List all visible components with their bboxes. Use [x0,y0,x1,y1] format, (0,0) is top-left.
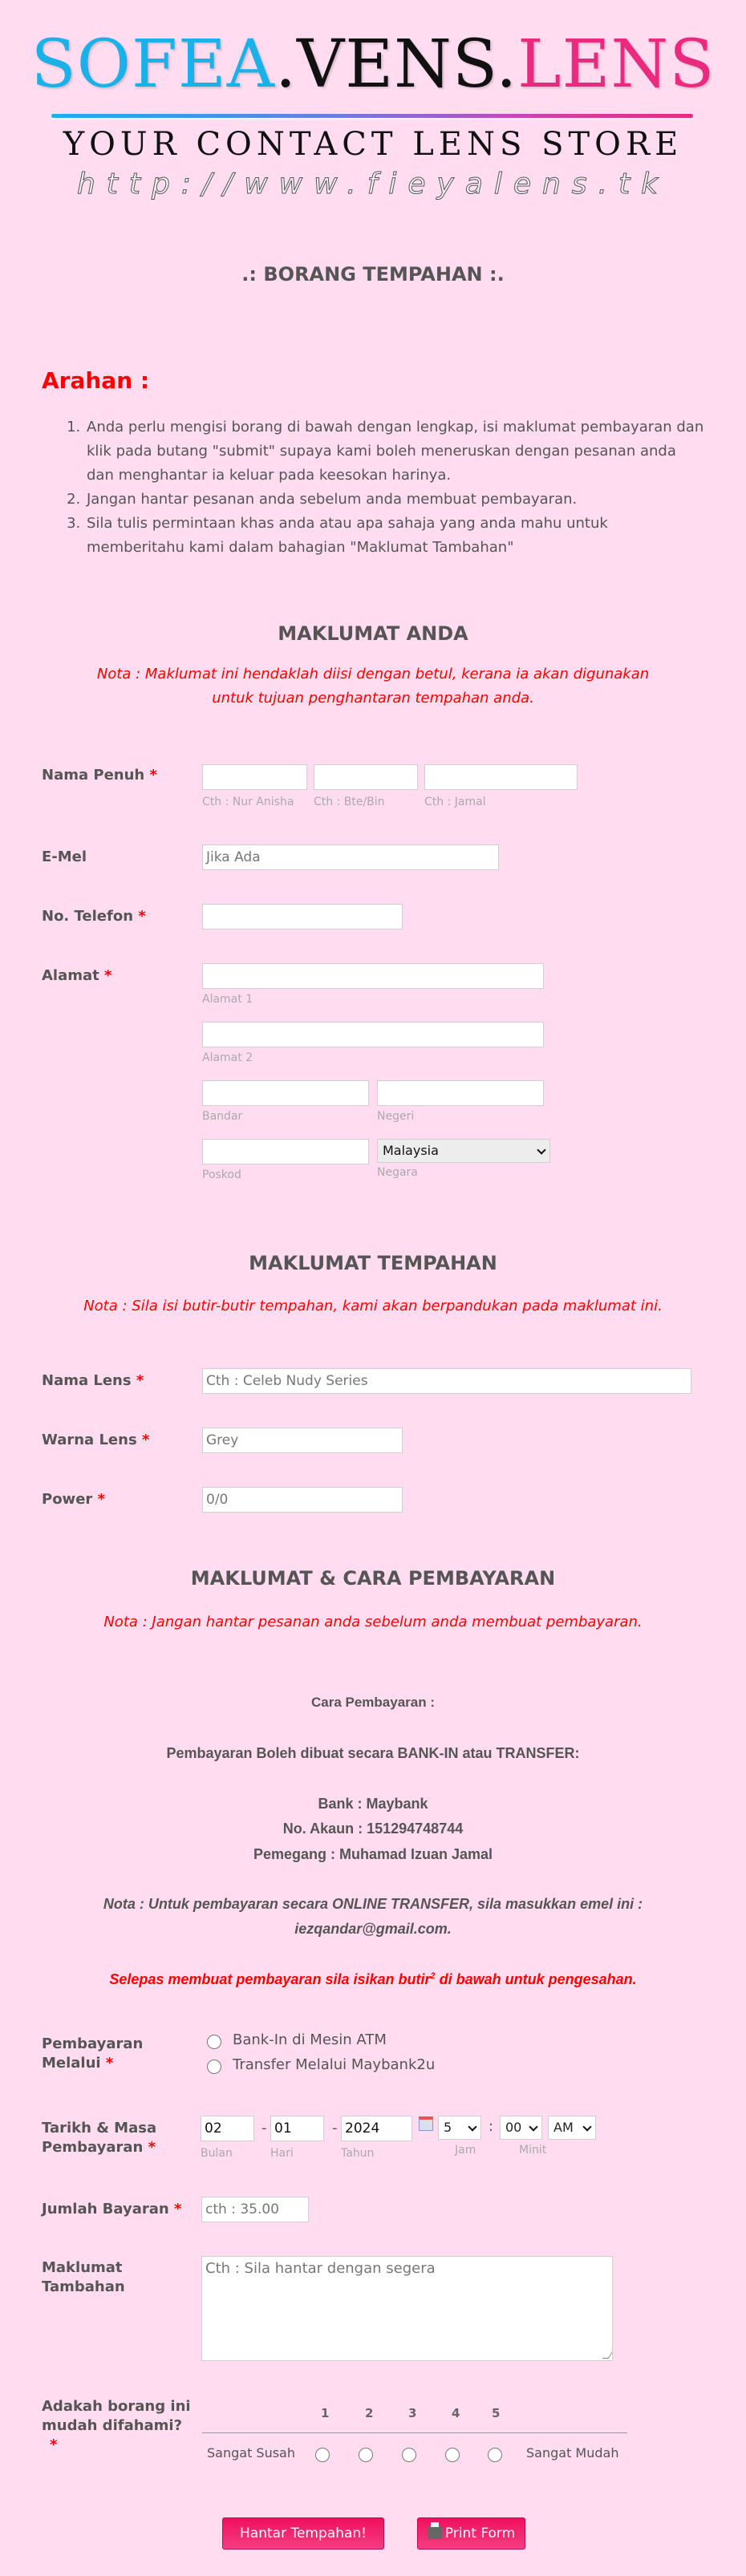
logo-wordmark: SOFEA.VENS.LENS [30,26,716,103]
payment-datetime-label: Tarikh & Masa Pembayaran * [42,2120,157,2156]
instructions-list [64,415,706,560]
address-line1-sublabel: Alamat 1 [202,993,253,1006]
postcode-input[interactable] [202,1139,369,1164]
rating-scale-5: 5 [492,2406,501,2420]
rating-high-label: Sangat Mudah [526,2445,619,2461]
option-bank-in-atm-label[interactable]: Bank-In di Mesin ATM [233,2031,387,2048]
instruction-item: 3. Sila tulis permintaan khas anda atau apa sahaja yang anda mahu untuk memberitahu kami dalam bahagian "Maklumat Tambahan" [85,512,706,560]
logo-url: http://www.fieyalens.tk [76,168,670,200]
extra-info-textarea[interactable]: Cth : Sila hantar dengan segera [201,2256,613,2361]
online-transfer-email: iezqandar@gmail.com. [294,1921,452,1937]
ampm-select[interactable]: AM [548,2116,596,2140]
lens-color-label: Warna Lens * [42,1432,150,1448]
logo-tagline: YOUR CONTACT LENS STORE [63,126,683,163]
power-label: Power * [42,1491,105,1508]
minute-sublabel: Minit [519,2144,547,2157]
account-holder: Pemegang : Muhamad Izuan Jamal [253,1846,493,1862]
country-select[interactable]: Malaysia [377,1139,550,1163]
section-title-personal: MAKLUMAT ANDA [278,622,468,645]
submit-order-button[interactable]: Hantar Tempahan! [222,2517,384,2550]
last-name-input[interactable] [424,764,578,790]
month-sublabel: Bulan [201,2147,233,2160]
instructions-heading: Arahan : [42,367,150,394]
lens-color-input[interactable]: Grey [202,1428,403,1453]
calendar-icon[interactable] [419,2116,433,2131]
rating-scale-2: 2 [365,2406,374,2420]
personal-note: Nota : Maklumat ini hendaklah diisi dengan betul, kerana ia akan digunakan untuk tujuan penghantaran tempahan anda. [96,666,650,707]
day-input[interactable]: 01 [270,2116,324,2141]
first-name-input[interactable] [202,764,307,790]
form-title: .: BORANG TEMPAHAN :. [241,263,505,286]
address-line1-input[interactable] [202,963,544,989]
bank-name: Bank : Maybank [318,1796,428,1812]
email-input[interactable]: Jika Ada [202,844,499,870]
middle-name-input[interactable] [314,764,418,790]
radio-maybank2u[interactable] [207,2060,221,2074]
lens-name-input[interactable]: Cth : Celeb Nudy Series [202,1368,691,1394]
payment-method-desc: Pembayaran Boleh dibuat secara BANK-IN atau TRANSFER: [166,1745,580,1761]
first-name-sublabel: Cth : Nur Anisha [202,796,294,808]
amount-input[interactable]: cth : 35.00 [201,2197,309,2222]
time-separator: : [489,2118,494,2135]
rating-label: Adakah borang ini mudah difahami? * [42,2398,191,2453]
online-transfer-note: Nota : Untuk pembayaran secara ONLINE TRANSFER, sila masukkan emel ini : [103,1896,643,1912]
power-input[interactable]: 0/0 [202,1487,403,1513]
rating-low-label: Sangat Susah [207,2445,295,2461]
logo-gradient-bar [51,114,693,118]
printer-icon [428,2526,442,2539]
middle-name-sublabel: Cth : Bte/Bin [314,796,385,808]
phone-input[interactable] [202,904,403,930]
day-sublabel: Hari [270,2147,294,2160]
rating-radio-2[interactable] [359,2448,373,2462]
option-maybank2u-label[interactable]: Transfer Melalui Maybank2u [233,2056,436,2073]
store-logo [0,0,746,225]
section-title-payment: MAKLUMAT & CARA PEMBAYARAN [190,1567,556,1590]
instruction-item: 1. Anda perlu mengisi borang di bawah dengan lengkap, isi maklumat pembayaran dan klik pada butang "submit" supaya kami boleh meneruskan dengan pesanan anda dan menghantar ia keluar pada keesokan harinya. [85,415,706,488]
rating-radio-5[interactable] [488,2448,502,2462]
postcode-sublabel: Poskod [202,1169,241,1181]
month-input[interactable]: 02 [201,2116,254,2141]
rating-scale-4: 4 [452,2406,460,2420]
chevron-down-icon [529,2122,537,2131]
city-sublabel: Bandar [202,1110,243,1123]
address-line2-sublabel: Alamat 2 [202,1051,253,1064]
year-input[interactable]: 2024 [341,2116,412,2141]
section-title-order: MAKLUMAT TEMPAHAN [249,1252,497,1274]
minute-select[interactable]: 00 [500,2116,542,2140]
last-name-sublabel: Cth : Jamal [424,796,486,808]
rating-radio-4[interactable] [445,2448,460,2462]
paid-via-label: Pembayaran Melalui * [42,2035,144,2072]
year-sublabel: Tahun [341,2147,375,2160]
hour-sublabel: Jam [455,2144,476,2157]
extra-info-label: Maklumat Tambahan [42,2259,125,2295]
payment-method-heading: Cara Pembayaran : [310,1695,436,1710]
print-form-button[interactable]: Print Form [417,2517,525,2550]
confirm-note: Selepas membuat pembayaran sila isikan butir$^2$ di bawah untuk pengesahan. [109,1971,637,1987]
rating-radio-3[interactable] [402,2448,416,2462]
rating-radio-1[interactable] [315,2448,330,2462]
rating-divider [202,2432,627,2433]
state-input[interactable] [377,1080,544,1106]
resize-handle-icon[interactable] [602,2352,613,2359]
date-separator: - [262,2120,267,2137]
order-note: Nota : Sila isi butir-butir tempahan, kami akan berpandukan pada maklumat ini. [83,1298,663,1314]
radio-bank-in-atm[interactable] [207,2035,221,2049]
lens-name-label: Nama Lens * [42,1372,144,1389]
amount-label: Jumlah Bayaran * [42,2201,182,2218]
rating-scale-1: 1 [321,2406,330,2420]
date-separator: - [332,2120,338,2137]
account-number: No. Akaun : 151294748744 [282,1821,464,1837]
chevron-down-icon [468,2122,476,2131]
chevron-down-icon [537,1145,545,1154]
state-sublabel: Negeri [377,1110,415,1123]
full-name-label: Nama Penuh * [42,767,157,784]
chevron-down-icon [582,2122,591,2131]
country-sublabel: Negara [377,1166,418,1179]
city-input[interactable] [202,1080,369,1106]
rating-scale-3: 3 [408,2406,417,2420]
email-label: E-Mel [42,849,87,865]
address-label: Alamat * [42,967,112,984]
phone-label: No. Telefon * [42,908,146,925]
instruction-item: 2. Jangan hantar pesanan anda sebelum anda membuat pembayaran. [85,488,706,512]
payment-note: Nota : Jangan hantar pesanan anda sebelum anda membuat pembayaran. [103,1614,643,1630]
hour-select[interactable]: 5 [438,2116,481,2140]
address-line2-input[interactable] [202,1022,544,1047]
